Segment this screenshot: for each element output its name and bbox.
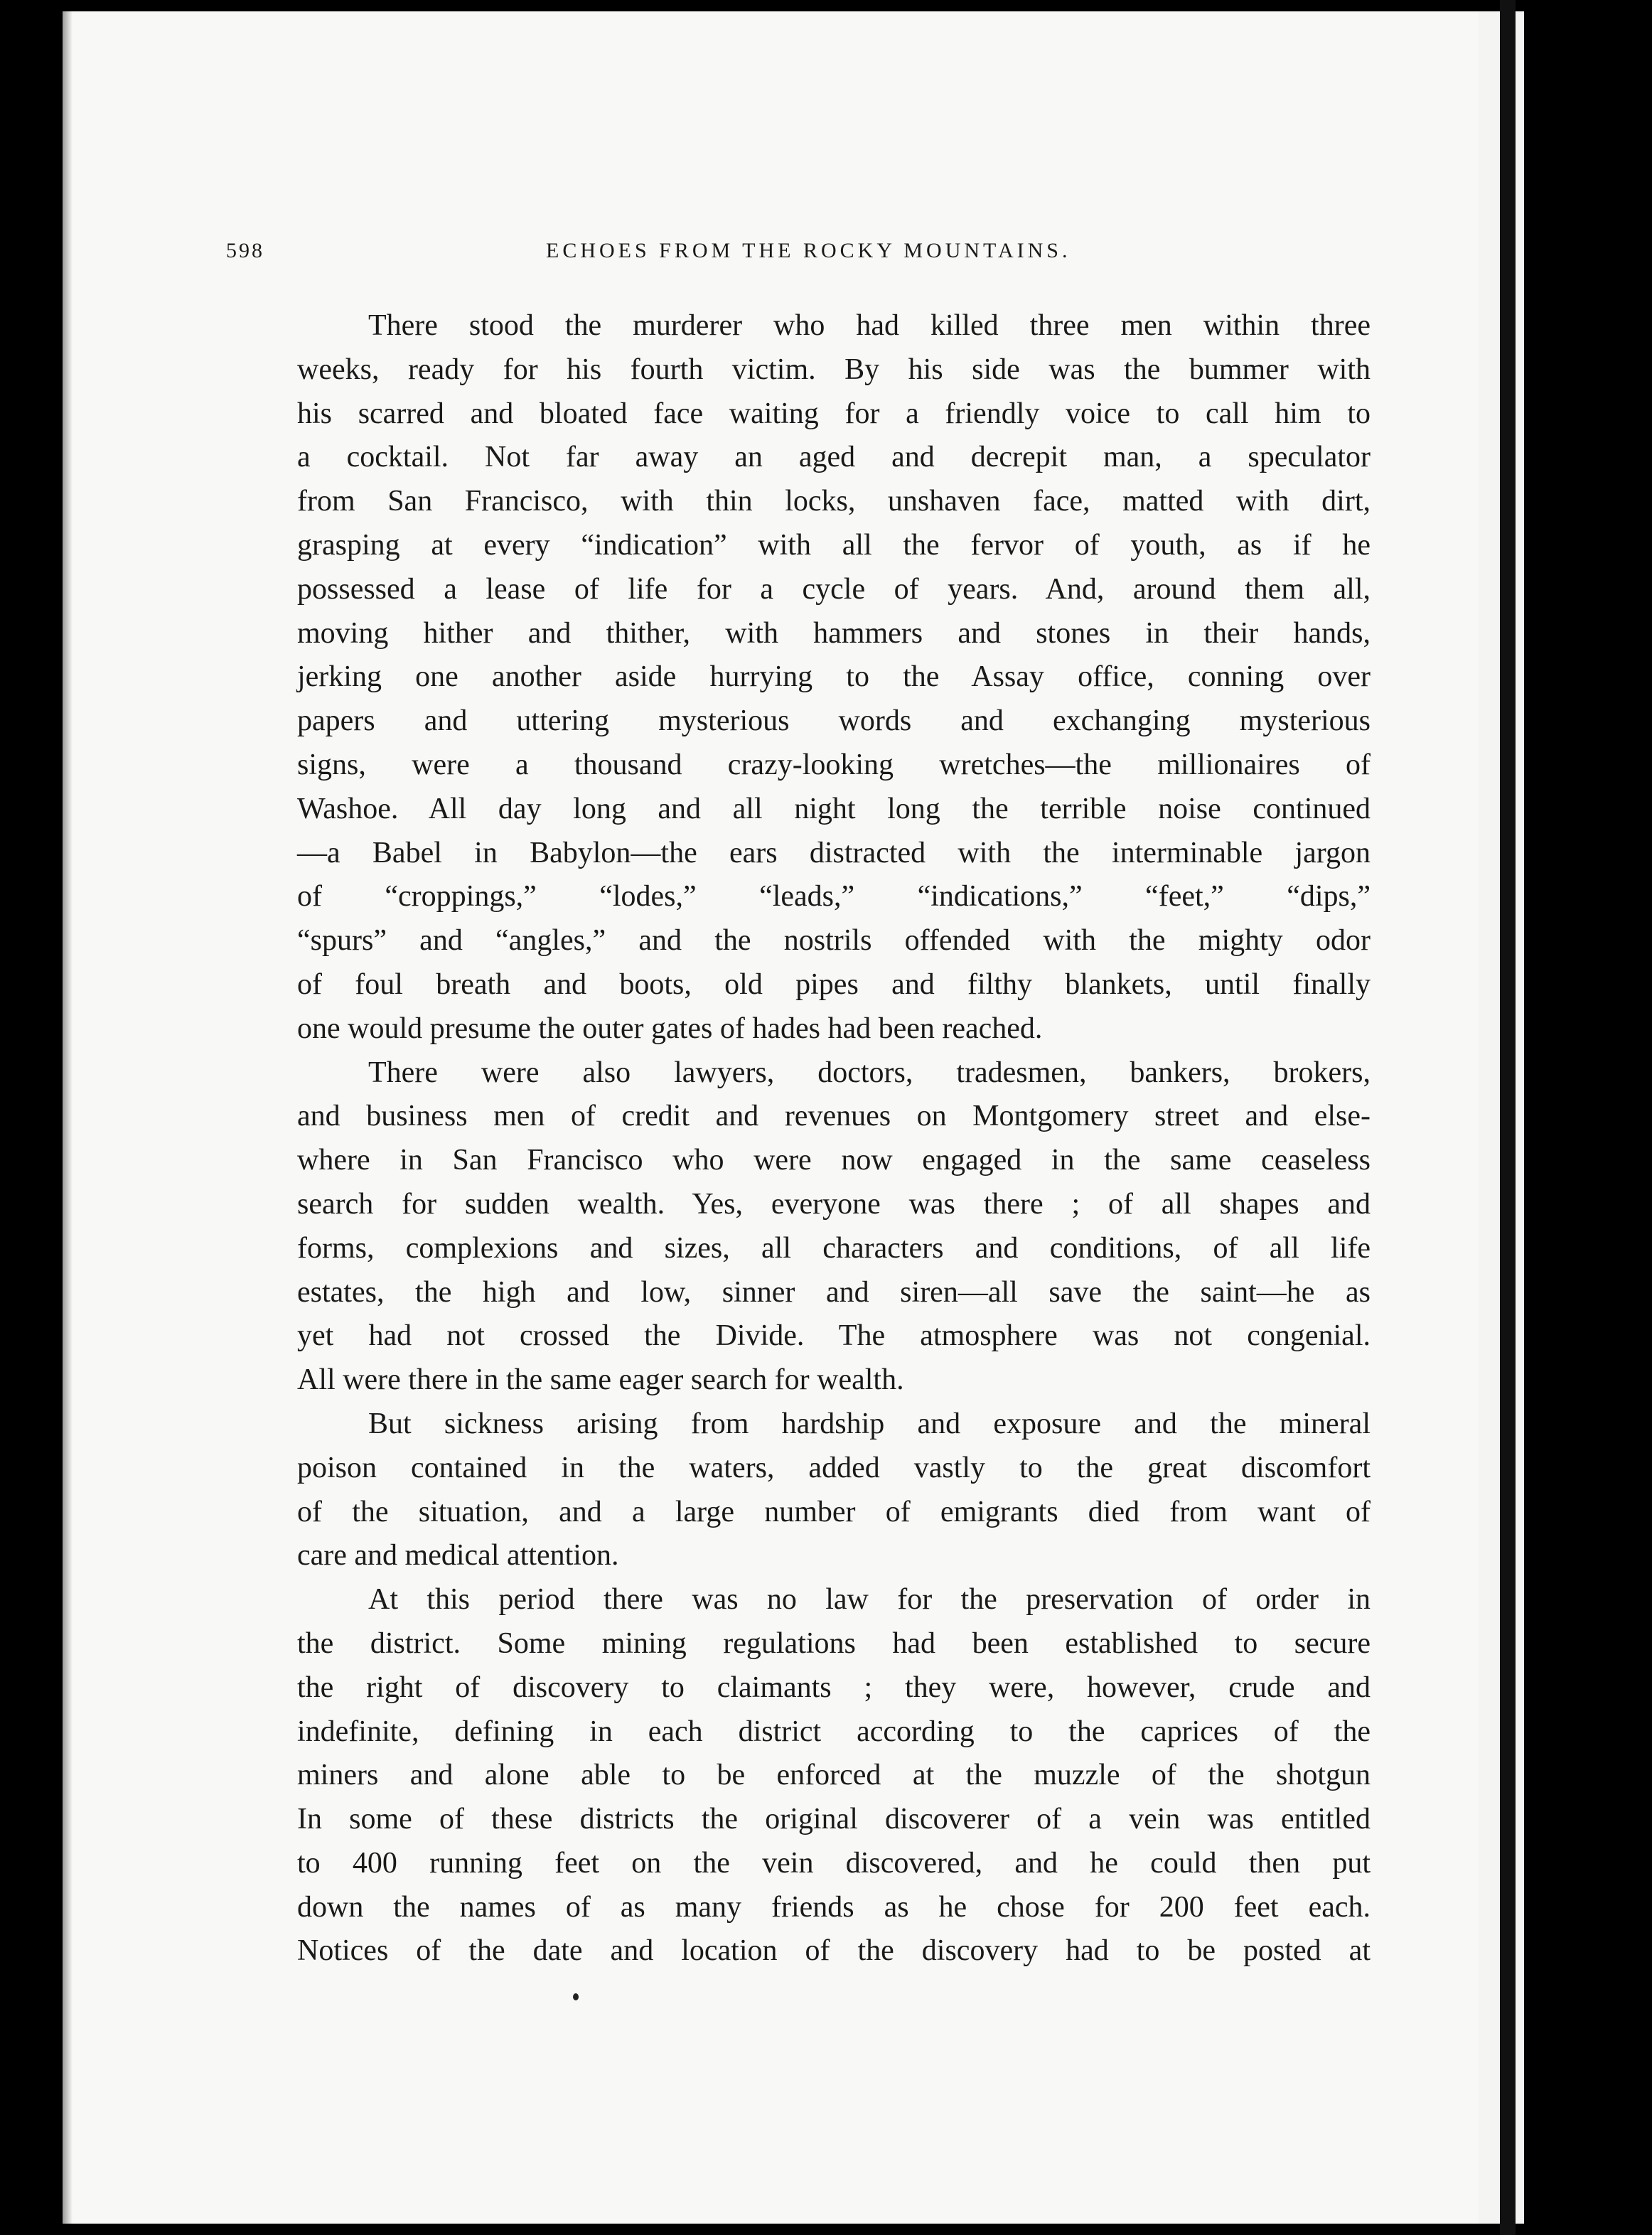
text-line: In some of these districts the original discoverer of a vein was entitled (297, 1803, 1371, 1836)
text-line: a cocktail. Not far away an aged and decrepit man, a speculator (297, 441, 1371, 474)
text-line: miners and alone able to be enforced at the muzzle of the shotgun (297, 1759, 1371, 1792)
text-line: of foul breath and boots, old pipes and filthy blankets, until finally (297, 968, 1371, 1001)
text-line: jerking one another aside hurrying to the Assay office, conning over (297, 660, 1371, 694)
text-line: There were also lawyers, doctors, tradesmen, bankers, brokers, (368, 1056, 1371, 1089)
text-line: Notices of the date and location of the discovery had to be posted at (297, 1934, 1371, 1968)
text-line: estates, the high and low, sinner and siren—all save the saint—he as (297, 1275, 1371, 1309)
text-line: Washoe. All day long and all night long the terrible noise continued (297, 792, 1371, 825)
paragraph-4 (297, 1578, 1371, 1973)
text-line: of “croppings,” “lodes,” “leads,” “indications,” “feet,” “dips,” (297, 880, 1371, 913)
text-line: search for sudden wealth. Yes, everyone was there ; of all shapes and (297, 1187, 1371, 1221)
text-line: from San Francisco, with thin locks, unshaven face, matted with dirt, (297, 485, 1371, 518)
text-line: one would presume the outer gates of hades had been reached. (297, 1012, 1043, 1045)
text-line: grasping at every “indication” with all the fervor of youth, as if he (297, 528, 1371, 562)
text-line: the right of discovery to claimants ; they were, however, crude and (297, 1671, 1371, 1704)
paragraph-3 (297, 1403, 1371, 1578)
text-line: of the situation, and a large number of emigrants died from want of (297, 1495, 1371, 1528)
paragraph-1 (297, 304, 1371, 1051)
text-line: forms, complexions and sizes, all characters and conditions, of all life (297, 1231, 1371, 1265)
text-line: possessed a lease of life for a cycle of years. And, around them all, (297, 572, 1371, 606)
running-head (226, 239, 1356, 270)
page-gutter-shadow (63, 11, 73, 2224)
text-line: All were there in the same eager search for wealth. (297, 1363, 904, 1397)
ink-speck (573, 1993, 579, 2000)
text-line: But sickness arising from hardship and exposure and the mineral (368, 1407, 1371, 1440)
text-line: the district. Some mining regulations had been established to secure (297, 1626, 1371, 1660)
text-line: papers and uttering mysterious words and exchanging mysterious (297, 704, 1371, 738)
text-line: —a Babel in Babylon—the ears distracted with the interminable jargon (297, 836, 1371, 869)
text-line: signs, were a thousand crazy-looking wretches—the millionaires of (297, 748, 1371, 781)
paragraph-2 (297, 1051, 1371, 1403)
book-spine (1500, 0, 1516, 2235)
running-title: ECHOES FROM THE ROCKY MOUNTAINS. (546, 239, 1071, 262)
text-line: yet had not crossed the Divide. The atmosphere was not congenial. (297, 1319, 1371, 1353)
text-line: and business men of credit and revenues on Montgomery street and else- (297, 1100, 1371, 1133)
text-line: care and medical attention. (297, 1539, 619, 1572)
text-line: weeks, ready for his fourth victim. By his side was the bummer with (297, 353, 1371, 386)
text-line: poison contained in the waters, added vastly to the great discomfort (297, 1451, 1371, 1484)
page-number: 598 (226, 239, 264, 262)
body-text (297, 304, 1371, 1973)
text-line: to 400 running feet on the vein discovered, and he could then put (297, 1846, 1371, 1880)
text-line: moving hither and thither, with hammers and stones in their hands, (297, 616, 1371, 650)
text-line: indefinite, defining in each district according to the caprices of the (297, 1715, 1371, 1748)
text-line: his scarred and bloated face waiting for a friendly voice to call him to (297, 397, 1371, 430)
text-line: At this period there was no law for the preservation of order in (368, 1583, 1371, 1617)
text-line: where in San Francisco who were now engaged in the same ceaseless (297, 1144, 1371, 1177)
text-line: There stood the murderer who had killed three men within three (368, 309, 1371, 342)
text-line: “spurs” and “angles,” and the nostrils offended with the mighty odor (297, 924, 1371, 958)
text-line: down the names of as many friends as he chose for 200 feet each. (297, 1890, 1371, 1924)
